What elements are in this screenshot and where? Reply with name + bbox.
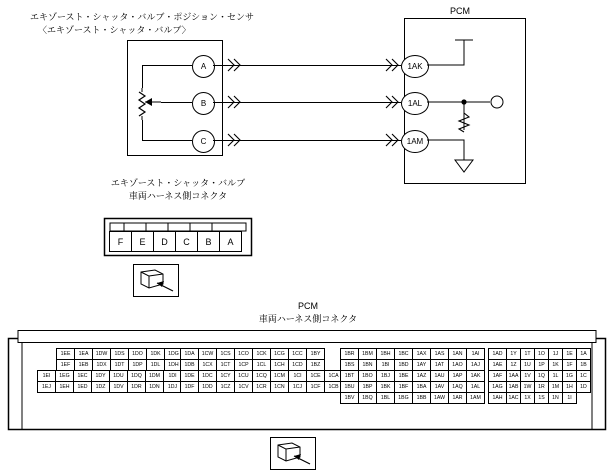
sensor-title-line2: 〈エキゾースト・シャッタ・バルブ〉 (38, 25, 191, 35)
pcm-pin-block-3 (340, 348, 485, 404)
pin-cell: 1BN (358, 359, 377, 371)
pin-cell: 1C (576, 370, 591, 382)
pin-cell: 1AW (430, 392, 449, 404)
pin-cell: 1ED (73, 381, 92, 393)
valve-connector-title-line2: 車両ハーネス側コネクタ (128, 191, 228, 201)
pin-cell: 1DA (180, 348, 199, 360)
pin-cell: 1AN (448, 348, 467, 360)
pin-cell: 1W (520, 381, 535, 393)
pin-cell: 1BG (394, 392, 413, 404)
pin-cell: 1AA (506, 370, 521, 382)
pin-cell: 1CU (234, 370, 253, 382)
pin-cell: 1AI (466, 348, 485, 360)
pin-cell: 1AZ (412, 370, 431, 382)
pin-cell: 1DC (198, 370, 217, 382)
pin-cell: 1BT (340, 370, 359, 382)
pin-cell: 1DZ (91, 381, 110, 393)
pin-cell: 1T (520, 348, 535, 360)
pin-cell: 1EG (55, 370, 74, 382)
pin-cell: 1CV (234, 381, 253, 393)
pin-cell: 1AQ (448, 381, 467, 393)
pin-cell: 1DP (128, 359, 147, 371)
pin-cell: 1V (520, 370, 535, 382)
pin-cell: 1BQ (358, 392, 377, 404)
pin-cell: 1DO (128, 348, 147, 360)
pin-cell: 1BI (376, 359, 395, 371)
valve-conn-cell-a: A (219, 231, 242, 252)
pin-cell: 1BC (394, 348, 413, 360)
pin-cell: 1AT (430, 359, 449, 371)
pin-cell: 1AR (448, 392, 467, 404)
pin-cell: 1DQ (127, 370, 146, 382)
pin-cell: 1CP (234, 359, 253, 371)
pin-cell: 1DD (198, 381, 217, 393)
pcm-pin-block-2 (180, 348, 343, 393)
pin-cell: 1D (576, 381, 591, 393)
pin-cell: 1BZ (306, 359, 325, 371)
pin-cell: 1DN (145, 381, 164, 393)
pin-cell: 1CG (270, 348, 289, 360)
pin-cell: 1BB (412, 392, 431, 404)
pin-cell: 1BJ (376, 370, 395, 382)
pin-cell: 1AS (430, 348, 449, 360)
pcm-terminal-1am: 1AM (401, 130, 429, 153)
pin-cell: 1A (576, 348, 591, 360)
pin-cell: 1AB (506, 381, 521, 393)
pin-cell: 1CN (270, 381, 289, 393)
pin-cell: 1BE (394, 370, 413, 382)
pin-cell: 1CS (216, 348, 235, 360)
pin-cell: 1EH (55, 381, 74, 393)
pin-cell: 1DI (163, 370, 182, 382)
valve-conn-cell-d: D (153, 231, 176, 252)
pin-cell: 1CM (270, 370, 289, 382)
pin-cell: 1CW (198, 348, 217, 360)
pin-cell-1al: 1AL (466, 381, 485, 393)
pin-cell: 1AD (488, 348, 507, 360)
pin-cell: 1CX (198, 359, 217, 371)
pin-cell: 1J (548, 348, 563, 360)
valve-conn-cell-b: B (197, 231, 220, 252)
pin-cell: 1AY (412, 359, 431, 371)
pin-cell: 1BF (394, 381, 413, 393)
pin-cell: 1M (548, 381, 563, 393)
pin-cell: 1DM (145, 370, 164, 382)
pin-cell: 1AX (412, 348, 431, 360)
pin-cell: 1H (562, 381, 577, 393)
pin-cell: 1CJ (288, 381, 307, 393)
pin-cell: 1DT (110, 359, 129, 371)
pin-cell: 1DG (164, 348, 183, 360)
pin-cell: 1DU (109, 370, 128, 382)
pin-cell: 1S (534, 392, 549, 404)
valve-connector-illustration (133, 264, 179, 297)
pin-cell: 1EC (73, 370, 92, 382)
pin-cell: 1EF (56, 359, 75, 371)
pin-cell: 1E (562, 348, 577, 360)
pin-cell: 1AH (488, 392, 507, 404)
pin-cell: 1AG (488, 381, 507, 393)
pin-cell: 1BY (306, 348, 325, 360)
pcm-connector-title-line2: 車両ハーネス側コネクタ (258, 314, 358, 324)
sensor-terminal-a: A (192, 55, 215, 78)
pin-cell: 1DS (110, 348, 129, 360)
table-row (488, 392, 591, 404)
sensor-title-line1: エキゾースト・シャッタ・バルブ・ポジション・センサ (30, 12, 254, 22)
pin-cell: 1CZ (216, 381, 235, 393)
pin-cell: 1R (534, 381, 549, 393)
pin-cell: 1F (562, 359, 577, 371)
pin-cell: 1DF (180, 381, 199, 393)
pin-cell: 1AF (488, 370, 507, 382)
pin-cell: 1BU (340, 381, 359, 393)
pin-cell: 1U (520, 359, 535, 371)
pin-cell: 1CH (270, 359, 289, 371)
pin-cell: 1CR (252, 381, 271, 393)
table-row (340, 392, 485, 404)
pin-cell: 1DY (91, 370, 110, 382)
pin-cell: 1EJ (37, 381, 56, 393)
pin-cell: 1Z (506, 359, 521, 371)
pin-cell: 1CD (288, 359, 307, 371)
valve-conn-cell-e: E (131, 231, 154, 252)
pin-cell: 1CC (288, 348, 307, 360)
pin-cell: 1BH (376, 348, 395, 360)
pcm-pin-block-1 (37, 348, 183, 393)
pin-cell: 1CA (324, 370, 343, 382)
pin-cell: 1BP (358, 381, 377, 393)
pin-cell: 1Y (506, 348, 521, 360)
pin-cell: 1DB (180, 359, 199, 371)
pin-cell: 1B (576, 359, 591, 371)
pin-cell: 1BM (358, 348, 377, 360)
pin-cell: 1EB (74, 359, 93, 371)
pin-cell: 1BO (358, 370, 377, 382)
pin-cell: 1Q (534, 370, 549, 382)
pin-cell: 1BD (394, 359, 413, 371)
valve-conn-cell-c: C (175, 231, 198, 252)
sensor-terminal-c: C (192, 130, 215, 153)
valve-conn-cell-f: F (109, 231, 132, 252)
pin-cell: 1CF (306, 381, 325, 393)
pin-cell: 1N (548, 392, 563, 404)
table-row (37, 381, 183, 393)
pin-cell: 1DW (92, 348, 111, 360)
pin-cell: 1CL (252, 359, 271, 371)
pin-cell: 1CT (216, 359, 235, 371)
pin-cell: 1G (562, 370, 577, 382)
pin-cell-1ak: 1AK (466, 370, 485, 382)
pcm-terminal-1ak: 1AK (401, 55, 429, 78)
pin-cell: 1AV (430, 381, 449, 393)
pin-cell: 1DE (180, 370, 199, 382)
pin-cell: 1EI (37, 370, 56, 382)
pin-cell: 1DX (92, 359, 111, 371)
pin-cell: 1DL (146, 359, 165, 371)
table-row (180, 381, 343, 393)
pin-cell: 1BS (340, 359, 359, 371)
pin-cell: 1EE (56, 348, 75, 360)
pcm-terminal-1al: 1AL (401, 92, 429, 115)
pin-cell: 1L (548, 370, 563, 382)
pin-cell: 1DJ (163, 381, 182, 393)
pin-cell-1am: 1AM (466, 392, 485, 404)
pin-cell: 1I (562, 392, 577, 404)
pin-cell: 1O (534, 348, 549, 360)
pin-cell: 1CB (324, 381, 343, 393)
pin-cell: 1AU (430, 370, 449, 382)
pin-cell: 1CK (252, 348, 271, 360)
pin-cell: 1BK (376, 381, 395, 393)
pcm-connector-title-line1: PCM (298, 301, 318, 311)
pin-cell: 1K (548, 359, 563, 371)
pin-cell: 1AE (488, 359, 507, 371)
pin-cell: 1X (520, 392, 535, 404)
pin-cell: 1DR (127, 381, 146, 393)
pin-cell: 1P (534, 359, 549, 371)
pin-cell: 1BV (340, 392, 359, 404)
pin-cell: 1CO (234, 348, 253, 360)
pin-cell: 1AO (448, 359, 467, 371)
pin-cell: 1CY (216, 370, 235, 382)
pin-cell: 1DH (164, 359, 183, 371)
pin-cell: 1BL (376, 392, 395, 404)
pin-cell: 1CI (288, 370, 307, 382)
pin-cell: 1EA (74, 348, 93, 360)
valve-connector-title-line1: エキゾースト・シャッタ・バルブ (110, 178, 246, 188)
pin-cell: 1CE (306, 370, 325, 382)
pin-cell: 1AC (506, 392, 521, 404)
pin-cell: 1BR (340, 348, 359, 360)
pcm-connector-illustration (270, 437, 316, 470)
pin-cell: 1DK (146, 348, 165, 360)
valve-connector (104, 218, 252, 256)
pin-cell: 1BA (412, 381, 431, 393)
pin-cell: 1AP (448, 370, 467, 382)
sensor-terminal-b: B (192, 92, 215, 115)
pcm-title: PCM (450, 6, 470, 16)
pcm-pin-block-4 (488, 348, 591, 404)
pin-cell: 1DV (109, 381, 128, 393)
pin-cell: 1AJ (466, 359, 485, 371)
pin-cell: 1CQ (252, 370, 271, 382)
